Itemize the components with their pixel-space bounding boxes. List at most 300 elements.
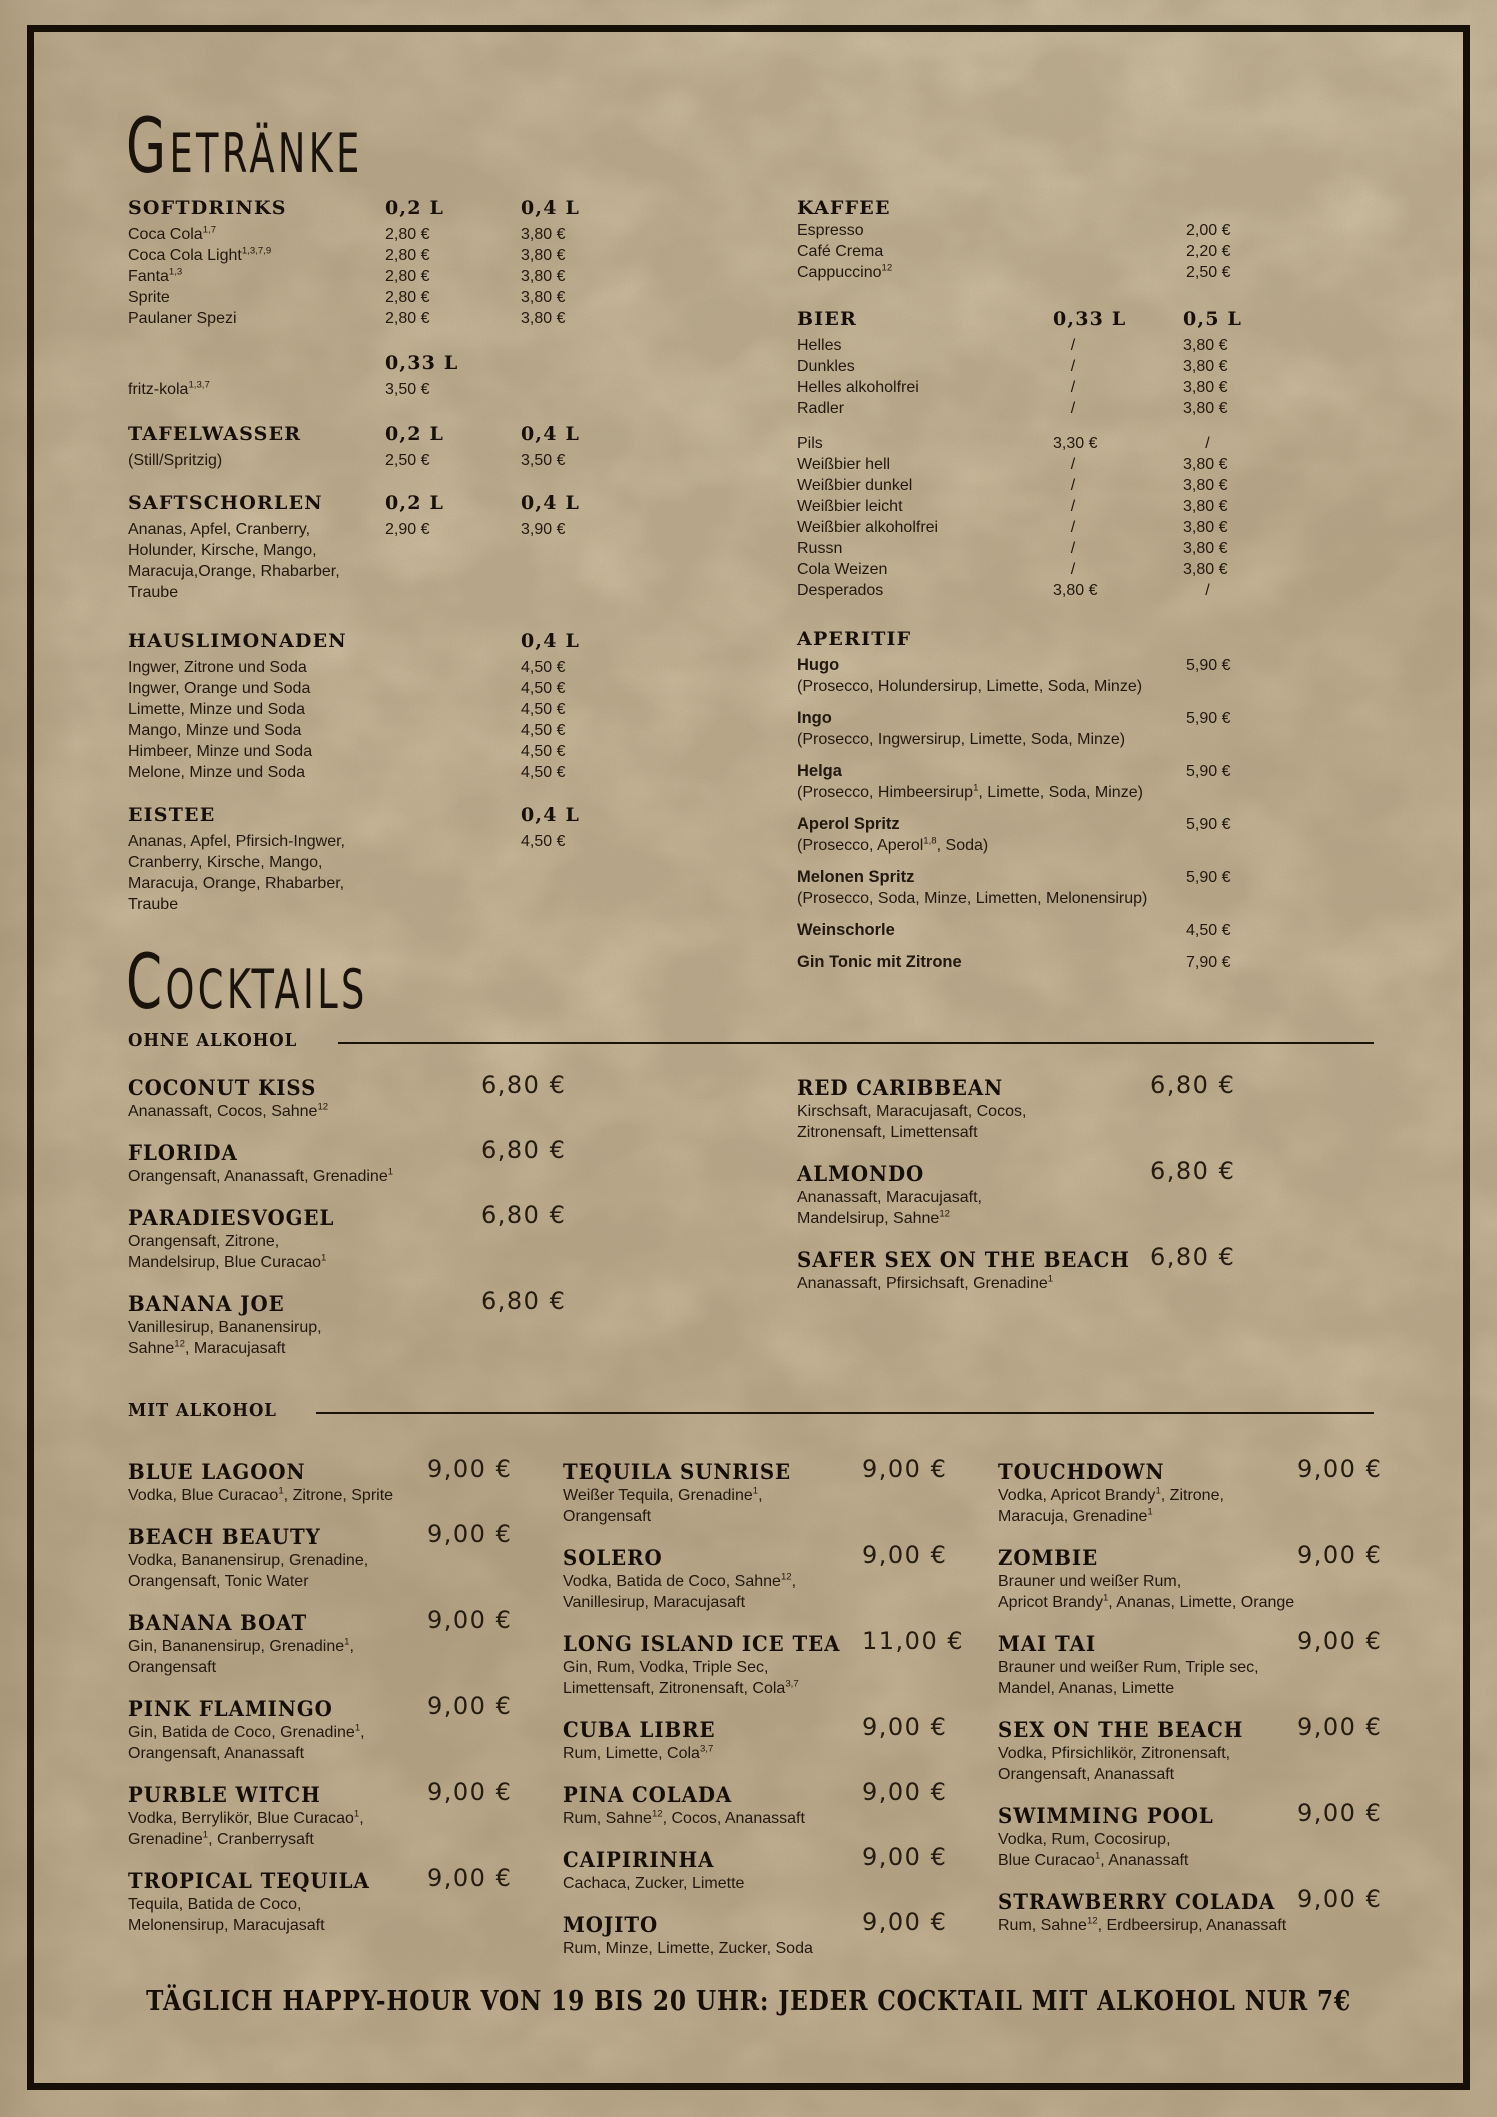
cocktail-name: SOLERO [563, 1545, 663, 1570]
cocktail-entry [128, 1778, 528, 1850]
item-name: Hugo [797, 656, 840, 674]
cocktail-entry [563, 1541, 963, 1613]
cocktails-ohne-right-column [797, 1071, 1267, 1311]
menu-row [128, 831, 653, 915]
menu-row [128, 519, 653, 603]
item-price-small: 3,50 € [385, 381, 430, 398]
cocktail-entry [998, 1885, 1428, 1936]
tafelwasser-section [128, 422, 653, 471]
cocktail-ingredients: Ananassaft, Maracujasaft, Mandelsirup, Sahne$^{12}$ [797, 1189, 982, 1227]
item-price-small: / [1053, 456, 1076, 473]
item-price-large: 4,50 € [521, 743, 566, 760]
cocktail-entry [797, 1243, 1267, 1294]
item-price-small: / [1053, 400, 1076, 417]
size-column-header: 0,4 L [521, 804, 581, 826]
menu-row [797, 220, 1327, 241]
cocktail-price: 9,00 € [427, 1455, 513, 1483]
cocktail-entry [128, 1692, 528, 1764]
item-name: Ingwer, Orange und Soda [128, 680, 311, 697]
item-name: Helles [797, 337, 842, 354]
cocktails-mit-column-1 [128, 1455, 528, 1953]
item-name: Pils [797, 435, 823, 452]
cocktail-ingredients: Weißer Tequila, Grenadine$^1$, Orangensaft [563, 1485, 763, 1525]
item-name: Mango, Minze und Soda [128, 722, 302, 739]
cocktail-ingredients: Vodka, Bananensirup, Grenadine, Orangensaft, Tonic Water [128, 1552, 369, 1590]
item-price-large: 3,80 € [1183, 358, 1228, 375]
item-name: Cappuccino$^{12}$ [797, 262, 893, 281]
cocktail-name: ALMONDO [797, 1161, 925, 1186]
item-price-large: 3,80 € [1183, 337, 1228, 354]
item-price-large: 3,80 € [1183, 498, 1228, 515]
item-price-large: 3,80 € [1183, 400, 1228, 417]
item-price-small: 2,80 € [385, 247, 430, 264]
cocktail-name: STRAWBERRY COLADA [998, 1889, 1276, 1914]
item-price-large: 4,50 € [521, 701, 566, 718]
item-price-large: 3,80 € [1183, 379, 1228, 396]
cocktail-ingredients: Tequila, Batida de Coco, Melonensirup, Maracujasaft [128, 1896, 325, 1934]
item-price-large: 3,80 € [1183, 477, 1228, 494]
eistee-rows [128, 831, 653, 915]
cocktail-entry [998, 1799, 1428, 1871]
item-name: Russn [797, 540, 843, 557]
item-price-small: / [1053, 379, 1076, 396]
kaffee-header-row [797, 196, 1327, 220]
menu-row [797, 433, 1327, 454]
drinks-right-column [797, 196, 1327, 984]
item-name: Coca Cola$^{1,7}$ [128, 224, 217, 243]
ohne-alkohol-divider [128, 1030, 1374, 1051]
cocktail-price: 9,00 € [1297, 1541, 1383, 1569]
item-price-large: 3,80 € [521, 310, 566, 327]
cocktail-entry [797, 1157, 1267, 1229]
size-column-header: 0,2 L [385, 492, 445, 514]
cocktail-name: BANANA JOE [128, 1291, 285, 1316]
cocktail-price: 6,80 € [481, 1071, 567, 1099]
cocktail-ingredients: Rum, Sahne$^{12}$, Cocos, Ananassaft [563, 1808, 805, 1827]
size-header-row [128, 351, 653, 375]
cocktail-name: SWIMMING POOL [998, 1803, 1214, 1828]
cocktail-name: COCONUT KISS [128, 1075, 317, 1100]
aperitif-item [797, 708, 1327, 750]
item-price-large: 3,80 € [521, 289, 566, 306]
item-name: Weißbier hell [797, 456, 891, 473]
cocktail-price: 11,00 € [862, 1627, 965, 1655]
item-name: Ingwer, Zitrone und Soda [128, 659, 307, 676]
cocktail-entry [128, 1287, 568, 1359]
cocktail-entry [128, 1864, 528, 1936]
size-column-header: 0,2 L [385, 423, 445, 445]
aperitif-item [797, 814, 1327, 856]
cocktail-price: 9,00 € [1297, 1713, 1383, 1741]
cocktail-ingredients: Vodka, Pfirsichlikör, Zitronensaft, Orangensaft, Ananassaft [998, 1745, 1231, 1783]
item-ingredients: (Prosecco, Soda, Minze, Limetten, Melonensirup) [797, 890, 1148, 907]
item-price-large: / [1183, 435, 1210, 452]
size-column-header: 0,4 L [521, 197, 581, 219]
hauslimonaden-section [128, 629, 653, 783]
menu-row [128, 678, 653, 699]
aperitif-item [797, 920, 1327, 941]
cocktail-name: PINA COLADA [563, 1782, 733, 1807]
cocktail-ingredients: Rum, Limette, Cola$^{3,7}$ [563, 1743, 714, 1762]
divider-line [338, 1042, 1374, 1044]
section-header: HAUSLIMONADEN [128, 630, 347, 652]
item-price-small: / [1053, 561, 1076, 578]
item-name: Fanta$^{1,3}$ [128, 266, 183, 285]
kaffee-section [797, 196, 1327, 283]
item-price: 5,90 € [1186, 710, 1231, 727]
item-price-large: 3,80 € [521, 268, 566, 285]
section-header: TAFELWASSER [128, 423, 302, 445]
happy-hour-banner [0, 1986, 1497, 2017]
cocktail-entry [128, 1606, 528, 1678]
item-price-small: 2,80 € [385, 268, 430, 285]
cocktail-price: 6,80 € [481, 1201, 567, 1229]
item-price-small: 3,80 € [1053, 582, 1098, 599]
cocktail-name: MOJITO [563, 1912, 659, 1937]
item-price-small: 2,80 € [385, 310, 430, 327]
item-price-large: 3,90 € [521, 521, 566, 538]
item-name: Paulaner Spezi [128, 310, 237, 327]
menu-row [128, 224, 653, 245]
cocktail-entry [563, 1843, 963, 1894]
item-price-large: 4,50 € [521, 722, 566, 739]
cocktail-entry [128, 1071, 568, 1122]
cocktail-price: 9,00 € [427, 1864, 513, 1892]
menu-row [797, 356, 1327, 377]
cocktail-name: TROPICAL TEQUILA [128, 1868, 370, 1893]
softdrinks-section [128, 196, 653, 329]
saftschorlen-section [128, 491, 653, 603]
menu-row [797, 335, 1327, 356]
item-name: Café Crema [797, 243, 884, 260]
mit-alkohol-divider [128, 1400, 1374, 1421]
cocktail-entry [128, 1455, 528, 1506]
item-price-large: 3,80 € [1183, 540, 1228, 557]
item-name: Sprite [128, 289, 170, 306]
bier-header-row [797, 307, 1327, 331]
item-price-large: 3,80 € [521, 247, 566, 264]
cocktail-ingredients: Vodka, Batida de Coco, Sahne$^{12}$, Vanillesirup, Maracujasaft [563, 1571, 797, 1611]
cocktails-mit-column-2 [563, 1455, 965, 1976]
item-price-small: 3,30 € [1053, 435, 1098, 452]
saftschorlen-rows [128, 519, 653, 603]
aperitif-item [797, 952, 1327, 973]
item-price: 5,90 € [1186, 869, 1231, 886]
cocktail-price: 9,00 € [1297, 1455, 1383, 1483]
cocktail-ingredients: Rum, Sahne$^{12}$, Erdbeersirup, Ananassaft [998, 1915, 1287, 1934]
size-column-header: 0,33 L [1053, 308, 1127, 330]
cocktail-price: 6,80 € [481, 1287, 567, 1315]
item-name: Ananas, Apfel, Cranberry, Holunder, Kirsche, Mango, Maracuja,Orange, Rhabarber, Traube [128, 521, 340, 601]
item-name: (Still/Spritzig) [128, 452, 223, 469]
item-price-large: 3,80 € [1183, 456, 1228, 473]
eistee-header-row [128, 803, 653, 827]
menu-row [797, 580, 1327, 601]
cocktail-price: 6,80 € [1150, 1157, 1236, 1185]
ohne-alkohol-label: OHNE ALKOHOL [128, 1030, 298, 1051]
aperitif-name-row [797, 867, 1327, 888]
cocktail-price: 9,00 € [1297, 1627, 1383, 1655]
drinks-left-column [128, 196, 653, 915]
cocktail-price: 6,80 € [1150, 1071, 1236, 1099]
item-price: 5,90 € [1186, 763, 1231, 780]
size-column-header: 0,4 L [521, 492, 581, 514]
cocktail-ingredients: Brauner und weißer Rum, Triple sec, Mandel, Ananas, Limette [998, 1659, 1259, 1697]
item-name: Gin Tonic mit Zitrone [797, 953, 962, 971]
item-price: 5,90 € [1186, 657, 1231, 674]
section-header: SOFTDRINKS [128, 197, 287, 219]
cocktail-ingredients: Kirschsaft, Maracujasaft, Cocos, Zitronensaft, Limettensaft [797, 1103, 1027, 1141]
item-name: Aperol Spritz [797, 815, 900, 833]
happy-hour-text: TÄGLICH HAPPY-HOUR VON 19 BIS 20 UHR: JEDER COCKTAIL MIT ALKOHOL NUR 7€ [146, 1986, 1351, 2017]
aperitif-name-row [797, 708, 1327, 729]
cocktail-name: BLUE LAGOON [128, 1459, 306, 1484]
menu-row [128, 720, 653, 741]
cocktail-price: 9,00 € [862, 1541, 948, 1569]
cocktail-name: TOUCHDOWN [998, 1459, 1165, 1484]
drinks-title: GETRÄNKE [126, 101, 363, 190]
item-name: Weinschorle [797, 921, 895, 939]
item-price: 2,20 € [1186, 243, 1231, 260]
menu-row [128, 741, 653, 762]
item-ingredients: (Prosecco, Holundersirup, Limette, Soda, Minze) [797, 678, 1143, 695]
cocktail-price: 9,00 € [862, 1778, 948, 1806]
cocktail-entry [563, 1908, 963, 1959]
cocktail-entry [128, 1136, 568, 1187]
item-price-small: / [1053, 519, 1076, 536]
cocktail-ingredients: Gin, Rum, Vodka, Triple Sec, Limettensaft, Zitronensaft, Cola$^{3,7}$ [563, 1659, 799, 1697]
menu-row [128, 245, 653, 266]
item-ingredients: (Prosecco, Himbeersirup$^1$, Limette, Soda, Minze) [797, 782, 1143, 801]
item-price-large: 4,50 € [521, 659, 566, 676]
kaffee-rows [797, 220, 1327, 283]
saftschorlen-header-row [128, 491, 653, 515]
item-price: 7,90 € [1186, 954, 1231, 971]
size-column-header: 0,2 L [385, 197, 445, 219]
cocktail-price: 9,00 € [862, 1908, 948, 1936]
size-column-header: 0,4 L [521, 423, 581, 445]
cocktail-ingredients: Vanillesirup, Bananensirup, Sahne$^{12}$, Maracujasaft [128, 1319, 322, 1357]
cocktails-ohne-left-column [128, 1071, 568, 1376]
item-name: Helga [797, 762, 842, 780]
cocktail-name: FLORIDA [128, 1140, 238, 1165]
cocktail-name: SEX ON THE BEACH [998, 1717, 1244, 1742]
size-column-header: 0,4 L [521, 630, 581, 652]
item-price: 4,50 € [1186, 922, 1231, 939]
cocktail-price: 6,80 € [481, 1136, 567, 1164]
item-price-large: 4,50 € [521, 680, 566, 697]
cocktail-price: 9,00 € [427, 1606, 513, 1634]
item-name: Melone, Minze und Soda [128, 764, 305, 781]
menu-row [797, 475, 1327, 496]
cocktail-entry [563, 1455, 963, 1527]
aperitif-name-row [797, 761, 1327, 782]
aperitif-section [797, 627, 1327, 973]
cocktail-name: BANANA BOAT [128, 1610, 308, 1635]
item-price-small: 2,80 € [385, 226, 430, 243]
cocktail-entry [998, 1627, 1428, 1699]
item-name: Cola Weizen [797, 561, 888, 578]
item-name: Limette, Minze und Soda [128, 701, 305, 718]
cocktail-name: RED CARIBBEAN [797, 1075, 1004, 1100]
item-name: Ananas, Apfel, Pfirsich-Ingwer, Cranberry, Kirsche, Mango, Maracuja, Orange, Rhabarber, Traube [128, 833, 345, 913]
menu-row [128, 287, 653, 308]
aperitif-name-row [797, 920, 1327, 941]
cocktail-ingredients: Orangensaft, Zitrone, Mandelsirup, Blue Curacao$^1$ [128, 1233, 327, 1271]
cocktail-price: 9,00 € [862, 1455, 948, 1483]
item-name: Coca Cola Light$^{1,3,7,9}$ [128, 245, 272, 264]
item-price: 2,50 € [1186, 264, 1231, 281]
item-price-small: 2,90 € [385, 521, 430, 538]
menu-row [128, 450, 653, 471]
menu-row [128, 266, 653, 287]
hauslimonaden-rows [128, 657, 653, 783]
item-price-large: / [1183, 582, 1210, 599]
item-price: 5,90 € [1186, 816, 1231, 833]
cocktail-ingredients: Gin, Batida de Coco, Grenadine$^1$, Orangensaft, Ananassaft [128, 1722, 365, 1762]
cocktails-title: COCKTAILS [126, 937, 368, 1026]
item-name: Weißbier alkoholfrei [797, 519, 939, 536]
section-header: KAFFEE [797, 197, 891, 219]
cocktail-price: 6,80 € [1150, 1243, 1236, 1271]
cocktail-ingredients: Ananassaft, Pfirsichsaft, Grenadine$^1$ [797, 1273, 1054, 1292]
mit-alkohol-label: MIT ALKOHOL [128, 1400, 277, 1421]
bier-rows-group1 [797, 335, 1327, 419]
cocktail-ingredients: Vodka, Blue Curacao$^1$, Zitrone, Sprite [128, 1485, 394, 1504]
cocktail-ingredients: Orangensaft, Ananassaft, Grenadine$^1$ [128, 1166, 394, 1185]
cocktail-entry [797, 1071, 1267, 1143]
item-name: Helles alkoholfrei [797, 379, 919, 396]
section-header: EISTEE [128, 804, 216, 826]
cocktail-name: CUBA LIBRE [563, 1717, 716, 1742]
menu-row [797, 241, 1327, 262]
cocktails-mit-column-3 [998, 1455, 1428, 1953]
menu-row [128, 762, 653, 783]
divider-line [316, 1412, 1374, 1414]
menu-row [128, 699, 653, 720]
cocktail-ingredients: Vodka, Rum, Cocosirup, Blue Curacao$^1$, Ananassaft [998, 1831, 1189, 1869]
cocktail-ingredients: Vodka, Apricot Brandy$^1$, Zitrone, Maracuja, Grenadine$^1$ [998, 1485, 1224, 1525]
cocktail-name: ZOMBIE [998, 1545, 1099, 1570]
menu-row [797, 538, 1327, 559]
section-header: APERITIF [797, 628, 912, 650]
cocktail-ingredients: Gin, Bananensirup, Grenadine$^1$, Orangensaft [128, 1636, 354, 1676]
cocktail-price: 9,00 € [1297, 1885, 1383, 1913]
cocktail-entry [998, 1541, 1428, 1613]
item-price-small: / [1053, 337, 1076, 354]
item-price-small: / [1053, 540, 1076, 557]
bier-section [797, 307, 1327, 601]
item-name: Ingo [797, 709, 832, 727]
cocktail-ingredients: Vodka, Berrylikör, Blue Curacao$^1$, Grenadine$^1$, Cranberrysaft [128, 1808, 364, 1848]
item-name: fritz-kola$^{1,3,7}$ [128, 379, 210, 398]
item-price-large: 3,80 € [1183, 519, 1228, 536]
size-column-header: 0,5 L [1183, 308, 1243, 330]
menu-row [128, 657, 653, 678]
cocktail-entry [998, 1455, 1428, 1527]
cocktail-price: 9,00 € [862, 1843, 948, 1871]
item-price-large: 4,50 € [521, 764, 566, 781]
item-name: Himbeer, Minze und Soda [128, 743, 313, 760]
softdrinks-033-rows [128, 379, 653, 400]
aperitif-item [797, 761, 1327, 803]
section-header: BIER [797, 308, 858, 330]
cocktail-price: 9,00 € [427, 1520, 513, 1548]
softdrinks-header-row [128, 196, 653, 220]
cocktail-entry [128, 1520, 528, 1592]
item-price-small: / [1053, 498, 1076, 515]
item-price-small: 2,80 € [385, 289, 430, 306]
tafelwasser-header-row [128, 422, 653, 446]
cocktail-entry [563, 1713, 963, 1764]
item-price-small: / [1053, 477, 1076, 494]
cocktail-price: 9,00 € [427, 1778, 513, 1806]
item-name: Desperados [797, 582, 884, 599]
size-column-header: 0,33 L [385, 352, 459, 374]
cocktail-name: BEACH BEAUTY [128, 1524, 321, 1549]
menu-row [797, 559, 1327, 580]
aperitif-item [797, 655, 1327, 697]
menu-row [797, 454, 1327, 475]
aperitif-items [797, 655, 1327, 973]
cocktail-name: SAFER SEX ON THE BEACH [797, 1247, 1130, 1272]
cocktail-name: TEQUILA SUNRISE [563, 1459, 792, 1484]
section-header: SAFTSCHORLEN [128, 492, 323, 514]
cocktail-name: LONG ISLAND ICE TEA [563, 1631, 841, 1656]
menu-row [797, 377, 1327, 398]
cocktail-entry [128, 1201, 568, 1273]
cocktail-name: PARADIESVOGEL [128, 1205, 335, 1230]
aperitif-name-row [797, 814, 1327, 835]
cocktail-entry [563, 1627, 965, 1699]
item-ingredients: (Prosecco, Ingwersirup, Limette, Soda, Minze) [797, 731, 1126, 748]
cocktail-name: PINK FLAMINGO [128, 1696, 333, 1721]
cocktail-ingredients: Ananassaft, Cocos, Sahne$^{12}$ [128, 1101, 329, 1120]
hauslimonaden-header-row [128, 629, 653, 653]
item-name: Radler [797, 400, 845, 417]
eistee-section [128, 803, 653, 915]
bier-rows-group2 [797, 433, 1327, 601]
aperitif-name-row [797, 655, 1327, 676]
cocktail-entry [998, 1713, 1428, 1785]
cocktail-ingredients: Brauner und weißer Rum, Apricot Brandy$^1$, Ananas, Limette, Orange [998, 1573, 1295, 1611]
cocktail-name: CAIPIRINHA [563, 1847, 715, 1872]
item-price-large: 3,80 € [1183, 561, 1228, 578]
softdrinks-rows [128, 224, 653, 329]
item-name: Melonen Spritz [797, 868, 915, 886]
cocktail-price: 9,00 € [427, 1692, 513, 1720]
menu-row [797, 398, 1327, 419]
item-name: Weißbier leicht [797, 498, 903, 515]
aperitif-name-row [797, 952, 1327, 973]
cocktail-entry [563, 1778, 963, 1829]
tafelwasser-rows [128, 450, 653, 471]
item-price-large: 4,50 € [521, 833, 566, 850]
item-price-small: / [1053, 358, 1076, 375]
item-name: Weißbier dunkel [797, 477, 913, 494]
item-name: Dunkles [797, 358, 855, 375]
item-price-small: 2,50 € [385, 452, 430, 469]
cocktail-price: 9,00 € [862, 1713, 948, 1741]
cocktail-name: PURBLE WITCH [128, 1782, 321, 1807]
cocktail-ingredients: Cachaca, Zucker, Limette [563, 1875, 745, 1892]
menu-row [797, 517, 1327, 538]
cocktail-name: MAI TAI [998, 1631, 1097, 1656]
item-name: Espresso [797, 222, 864, 239]
item-price-large: 3,50 € [521, 452, 566, 469]
item-price: 2,00 € [1186, 222, 1231, 239]
menu-row [128, 379, 653, 400]
